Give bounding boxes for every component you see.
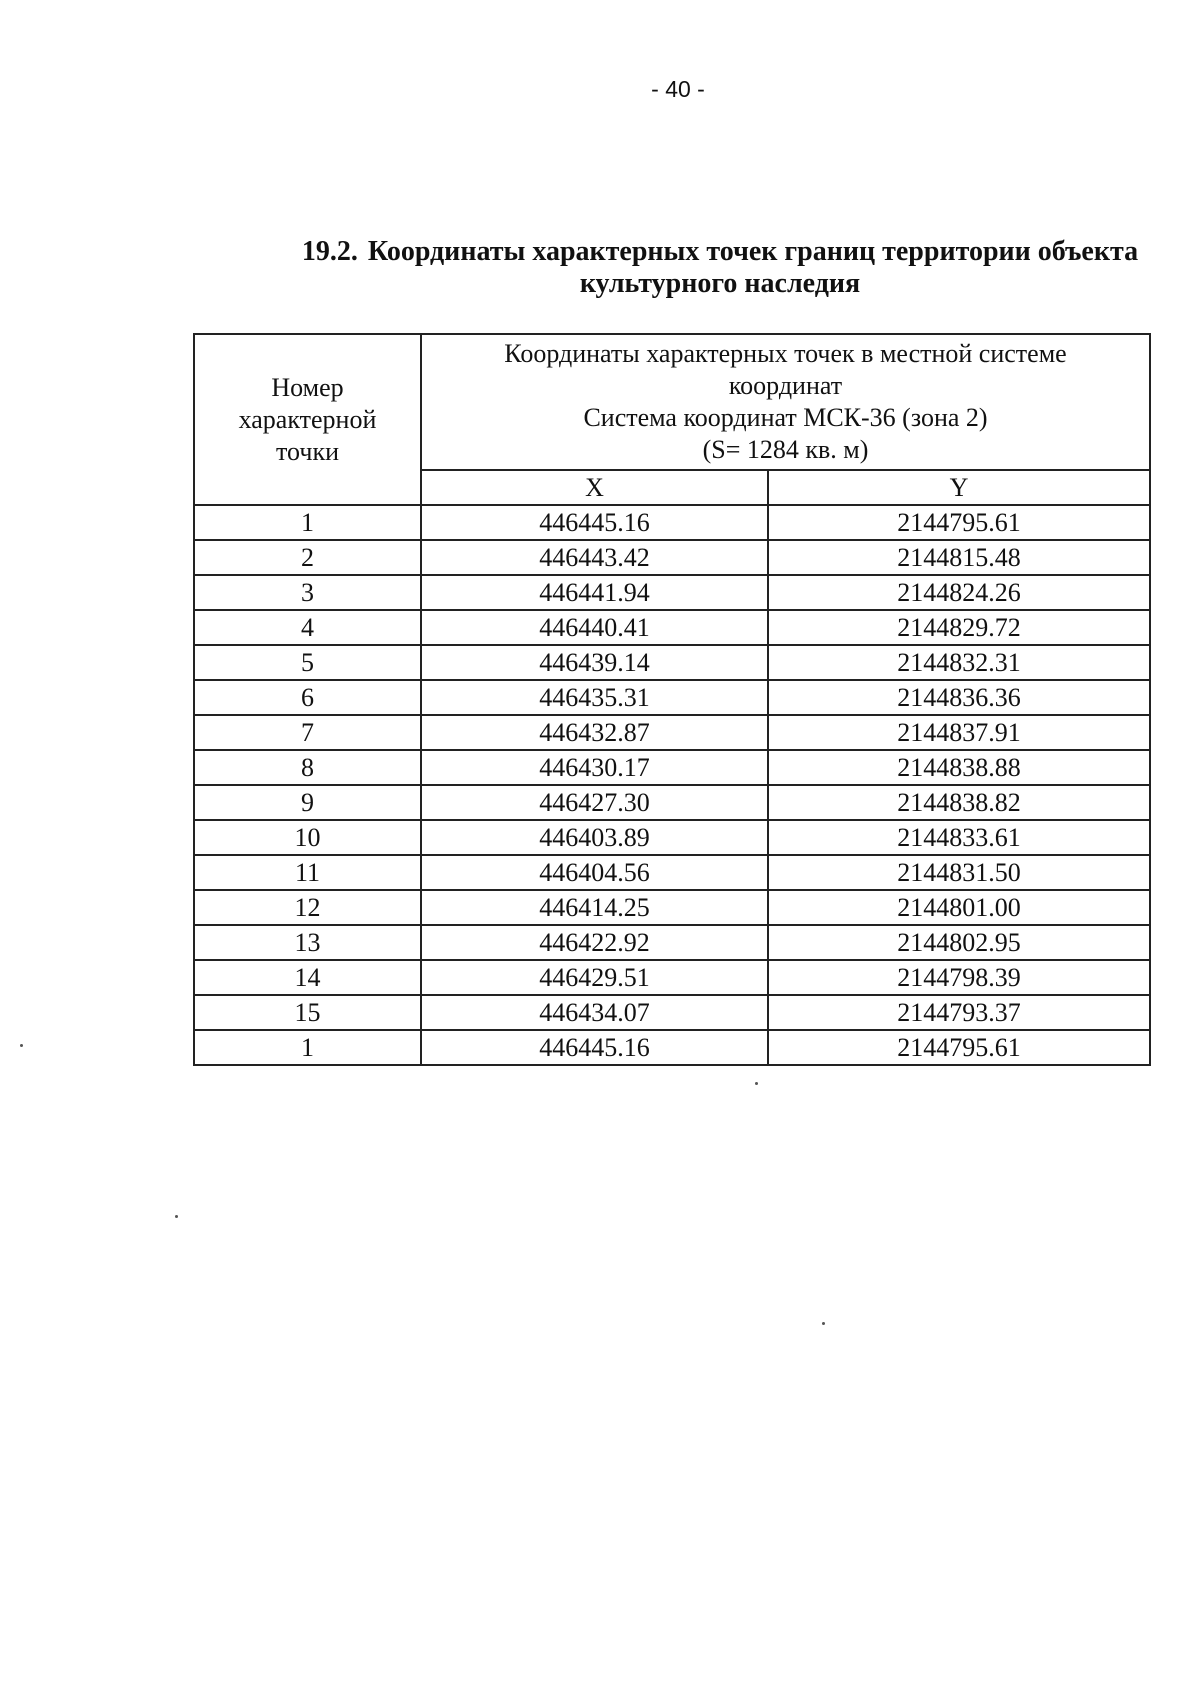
section-title-line-2: культурного наследия (579, 268, 861, 299)
point-number-cell: 14 (194, 960, 421, 995)
x-coordinate-cell: 446434.07 (421, 995, 768, 1030)
y-coordinate-cell: 2144831.50 (768, 855, 1150, 890)
scan-speck (755, 1082, 758, 1085)
y-coordinate-cell: 2144793.37 (768, 995, 1150, 1030)
point-number-cell: 9 (194, 785, 421, 820)
table-row (194, 995, 1150, 1030)
point-number-header (194, 334, 421, 505)
x-coordinate-cell: 446430.17 (421, 750, 768, 785)
table-row (194, 855, 1150, 890)
coordinates-header-line: координат (728, 371, 843, 400)
section-title (280, 236, 1160, 300)
point-number-cell: 5 (194, 645, 421, 680)
y-coordinate-cell: 2144832.31 (768, 645, 1150, 680)
y-coordinate-cell: 2144802.95 (768, 925, 1150, 960)
point-number-cell: 6 (194, 680, 421, 715)
y-coordinate-cell: 2144838.88 (768, 750, 1150, 785)
y-coordinate-cell: 2144838.82 (768, 785, 1150, 820)
coordinates-header (421, 334, 1150, 470)
point-number-cell: 3 (194, 575, 421, 610)
section-title-line-1 (280, 236, 1160, 268)
point-number-cell: 10 (194, 820, 421, 855)
x-coordinate-cell: 446443.42 (421, 540, 768, 575)
y-coordinate-cell: 2144824.26 (768, 575, 1150, 610)
point-number-cell: 7 (194, 715, 421, 750)
x-coordinate-cell: 446435.31 (421, 680, 768, 715)
table-row (194, 960, 1150, 995)
point-number-cell: 4 (194, 610, 421, 645)
table-row (194, 680, 1150, 715)
x-coordinate-cell: 446445.16 (421, 1030, 768, 1065)
point-number-cell: 13 (194, 925, 421, 960)
table-row (194, 925, 1150, 960)
coordinates-table (193, 333, 1151, 1066)
x-coordinate-cell: 446427.30 (421, 785, 768, 820)
point-number-cell: 12 (194, 890, 421, 925)
section-title-text: Координаты характерных точек границ территории объекта (367, 236, 1139, 267)
point-number-header-line: точки (276, 436, 339, 466)
point-number-cell: 15 (194, 995, 421, 1030)
y-coordinate-cell: 2144829.72 (768, 610, 1150, 645)
x-coordinate-cell: 446441.94 (421, 575, 768, 610)
point-number-cell: 1 (194, 505, 421, 540)
y-coordinate-cell: 2144815.48 (768, 540, 1150, 575)
x-coordinate-cell: 446445.16 (421, 505, 768, 540)
x-coordinate-cell: 446439.14 (421, 645, 768, 680)
scan-speck (20, 1044, 23, 1047)
table-row (194, 715, 1150, 750)
table-row (194, 540, 1150, 575)
table-row (194, 1030, 1150, 1065)
y-coordinate-cell: 2144795.61 (768, 1030, 1150, 1065)
y-coordinate-cell: 2144801.00 (768, 890, 1150, 925)
coordinates-header-line: (S= 1284 кв. м) (702, 435, 869, 464)
x-coordinate-cell: 446422.92 (421, 925, 768, 960)
coordinates-header-line: Координаты характерных точек в местной системе (504, 339, 1067, 368)
y-coordinate-cell: 2144795.61 (768, 505, 1150, 540)
y-coordinate-cell: 2144833.61 (768, 820, 1150, 855)
point-number-cell: 1 (194, 1030, 421, 1065)
coordinates-header-line: Система координат МСК-36 (зона 2) (583, 403, 988, 432)
x-coordinate-cell: 446403.89 (421, 820, 768, 855)
table-row (194, 890, 1150, 925)
y-column-header: Y (768, 470, 1150, 505)
table-row (194, 505, 1150, 540)
table-row (194, 820, 1150, 855)
table-row (194, 575, 1150, 610)
point-number-cell: 2 (194, 540, 421, 575)
x-column-header: X (421, 470, 768, 505)
table-row (194, 610, 1150, 645)
x-coordinate-cell: 446440.41 (421, 610, 768, 645)
table-row (194, 785, 1150, 820)
point-number-header-line: Номер (271, 372, 344, 402)
scan-speck (822, 1322, 825, 1325)
x-coordinate-cell: 446429.51 (421, 960, 768, 995)
x-coordinate-cell: 446414.25 (421, 890, 768, 925)
section-number: 19.2. (301, 236, 358, 267)
point-number-cell: 11 (194, 855, 421, 890)
table-row (194, 750, 1150, 785)
y-coordinate-cell: 2144837.91 (768, 715, 1150, 750)
x-coordinate-cell: 446432.87 (421, 715, 768, 750)
x-coordinate-cell: 446404.56 (421, 855, 768, 890)
point-number-header-line: характерной (238, 404, 377, 434)
scan-speck (175, 1215, 178, 1218)
page-number: - 40 - (651, 76, 705, 102)
table-row (194, 645, 1150, 680)
y-coordinate-cell: 2144836.36 (768, 680, 1150, 715)
y-coordinate-cell: 2144798.39 (768, 960, 1150, 995)
point-number-cell: 8 (194, 750, 421, 785)
